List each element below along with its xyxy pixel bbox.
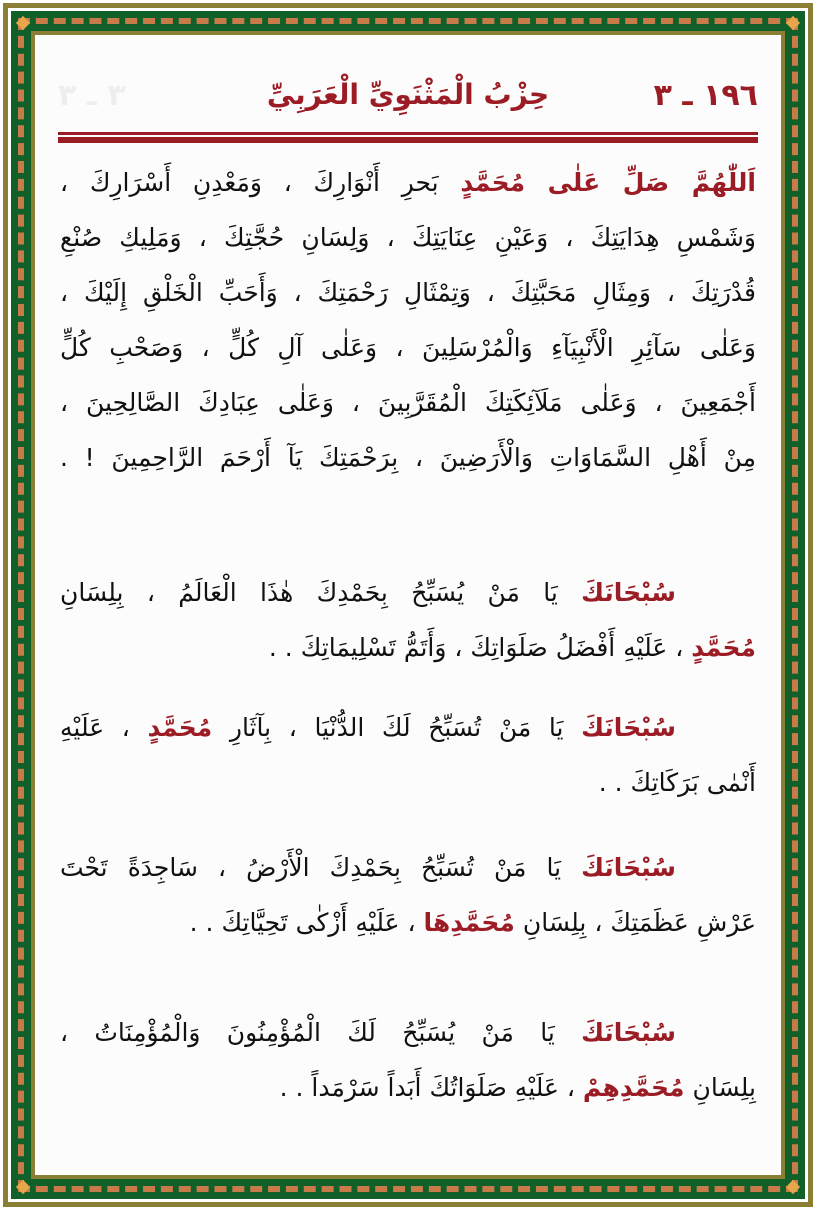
text-segment: عَرْشِ عَظَمَتِكَ ، بِلِسَانِ: [514, 908, 756, 937]
text-segment: ، عَلَيْهِ صَلَوَاتُكَ أَبَداً سَرْمَداً . .: [279, 1073, 583, 1102]
text-line: [60, 1018, 756, 1047]
text-line: [60, 578, 756, 607]
text-line: [60, 333, 756, 362]
text-line: [60, 223, 756, 252]
text-segment: مِنْ أَهْلِ السَّمَاوَاتِ وَالْأَرَضِينَ ، بِرَحْمَتِكَ يَآ أَرْحَمَ الرَّاحِمِينَ ! .: [60, 443, 756, 472]
text-line: [60, 768, 756, 797]
faint-page-number: ٣ ـ ٣: [58, 78, 126, 113]
highlighted-word: مُحَمَّدِهَا: [423, 908, 515, 937]
page-title: حِزْبُ الْمَثْنَوِيِّ الْعَرَبِيِّ: [266, 78, 550, 111]
text-line: [60, 168, 756, 197]
text-segment: ، عَلَيْهِ أَزْكٰى تَحِيَّاتِكَ . .: [189, 908, 424, 937]
text-line: [60, 713, 756, 742]
highlighted-word: سُبْحَانَكَ: [581, 1018, 676, 1047]
highlighted-word: اَللّٰهُمَّ صَلِّ عَلٰى مُحَمَّدٍ: [460, 168, 756, 197]
text-segment: بِلِسَانِ: [684, 1073, 756, 1102]
text-line: [60, 278, 756, 307]
text-segment: بَحرِ أَنْوَارِكَ ، وَمَعْدِنِ أَسْرَارِكَ ،: [60, 168, 461, 197]
text-line: [60, 388, 756, 417]
highlighted-word: سُبْحَانَكَ: [581, 578, 676, 607]
text-line: [60, 443, 756, 472]
text-line: [60, 633, 756, 662]
page-header: [58, 78, 758, 118]
text-segment: ، عَلَيْهِ أَفْضَلُ صَلَوَاتِكَ ، وَأَتَمُّ تَسْلِيمَاتِكَ . .: [268, 633, 692, 662]
header-rule: [58, 132, 758, 135]
highlighted-word: مُحَمَّدٍ: [147, 713, 213, 742]
text-segment: وَشَمْسِ هِدَايَتِكَ ، وَعَيْنِ عِنَايَتِكَ ، وَلِسَانِ حُجَّتِكَ ، وَمَلِيكِ صُنْعِ: [60, 223, 756, 252]
text-segment: أَجْمَعِينَ ، وَعَلٰى مَلَآئِكَتِكَ الْمُقَرَّبِينَ ، وَعَلٰى عِبَادِكَ الصَّالِحِينَ ،: [60, 388, 756, 417]
page-number: ١٩٦ ـ ٣: [653, 78, 758, 113]
text-segment: يَا مَنْ يُسَبِّحُ بِحَمْدِكَ هٰذَا الْعَالَمُ ، بِلِسَانِ: [60, 578, 582, 607]
text-segment: يَا مَنْ يُسَبِّحُ لَكَ الْمُؤْمِنُونَ وَالْمُؤْمِنَاتُ ،: [60, 1018, 582, 1047]
highlighted-word: مُحَمَّدٍ: [691, 633, 756, 662]
highlighted-word: مُحَمَّدِهِمْ: [582, 1073, 685, 1102]
text-line: [60, 908, 756, 937]
text-segment: يَا مَنْ تُسَبِّحُ بِحَمْدِكَ الْأَرْضُ ، سَاجِدَةً تَحْتَ: [60, 853, 582, 882]
text-segment: يَا مَنْ تُسَبِّحُ لَكَ الدُّنْيَا ، بِآثَارِ: [212, 713, 582, 742]
text-line: [60, 853, 756, 882]
text-segment: قُدْرَتِكَ ، وَمِثَالِ مَحَبَّتِكَ ، وَتِمْثَالِ رَحْمَتِكَ ، وَأَحَبِّ الْخَلْقِ إِلَيْكَ ،: [60, 278, 756, 307]
text-segment: أَنْمٰى بَرَكَاتِكَ . .: [598, 768, 756, 797]
text-segment: وَعَلٰى سَآئِرِ الْأَنْبِيَآءِ وَالْمُرْسَلِينَ ، وَعَلٰى آلِ كُلٍّ ، وَصَحْبِ كُلٍّ: [60, 333, 756, 362]
highlighted-word: سُبْحَانَكَ: [581, 853, 676, 882]
text-segment: ، عَلَيْهِ: [60, 713, 148, 742]
highlighted-word: سُبْحَانَكَ: [581, 713, 677, 742]
text-line: [60, 1073, 756, 1102]
header-rule-thick: [58, 137, 758, 143]
